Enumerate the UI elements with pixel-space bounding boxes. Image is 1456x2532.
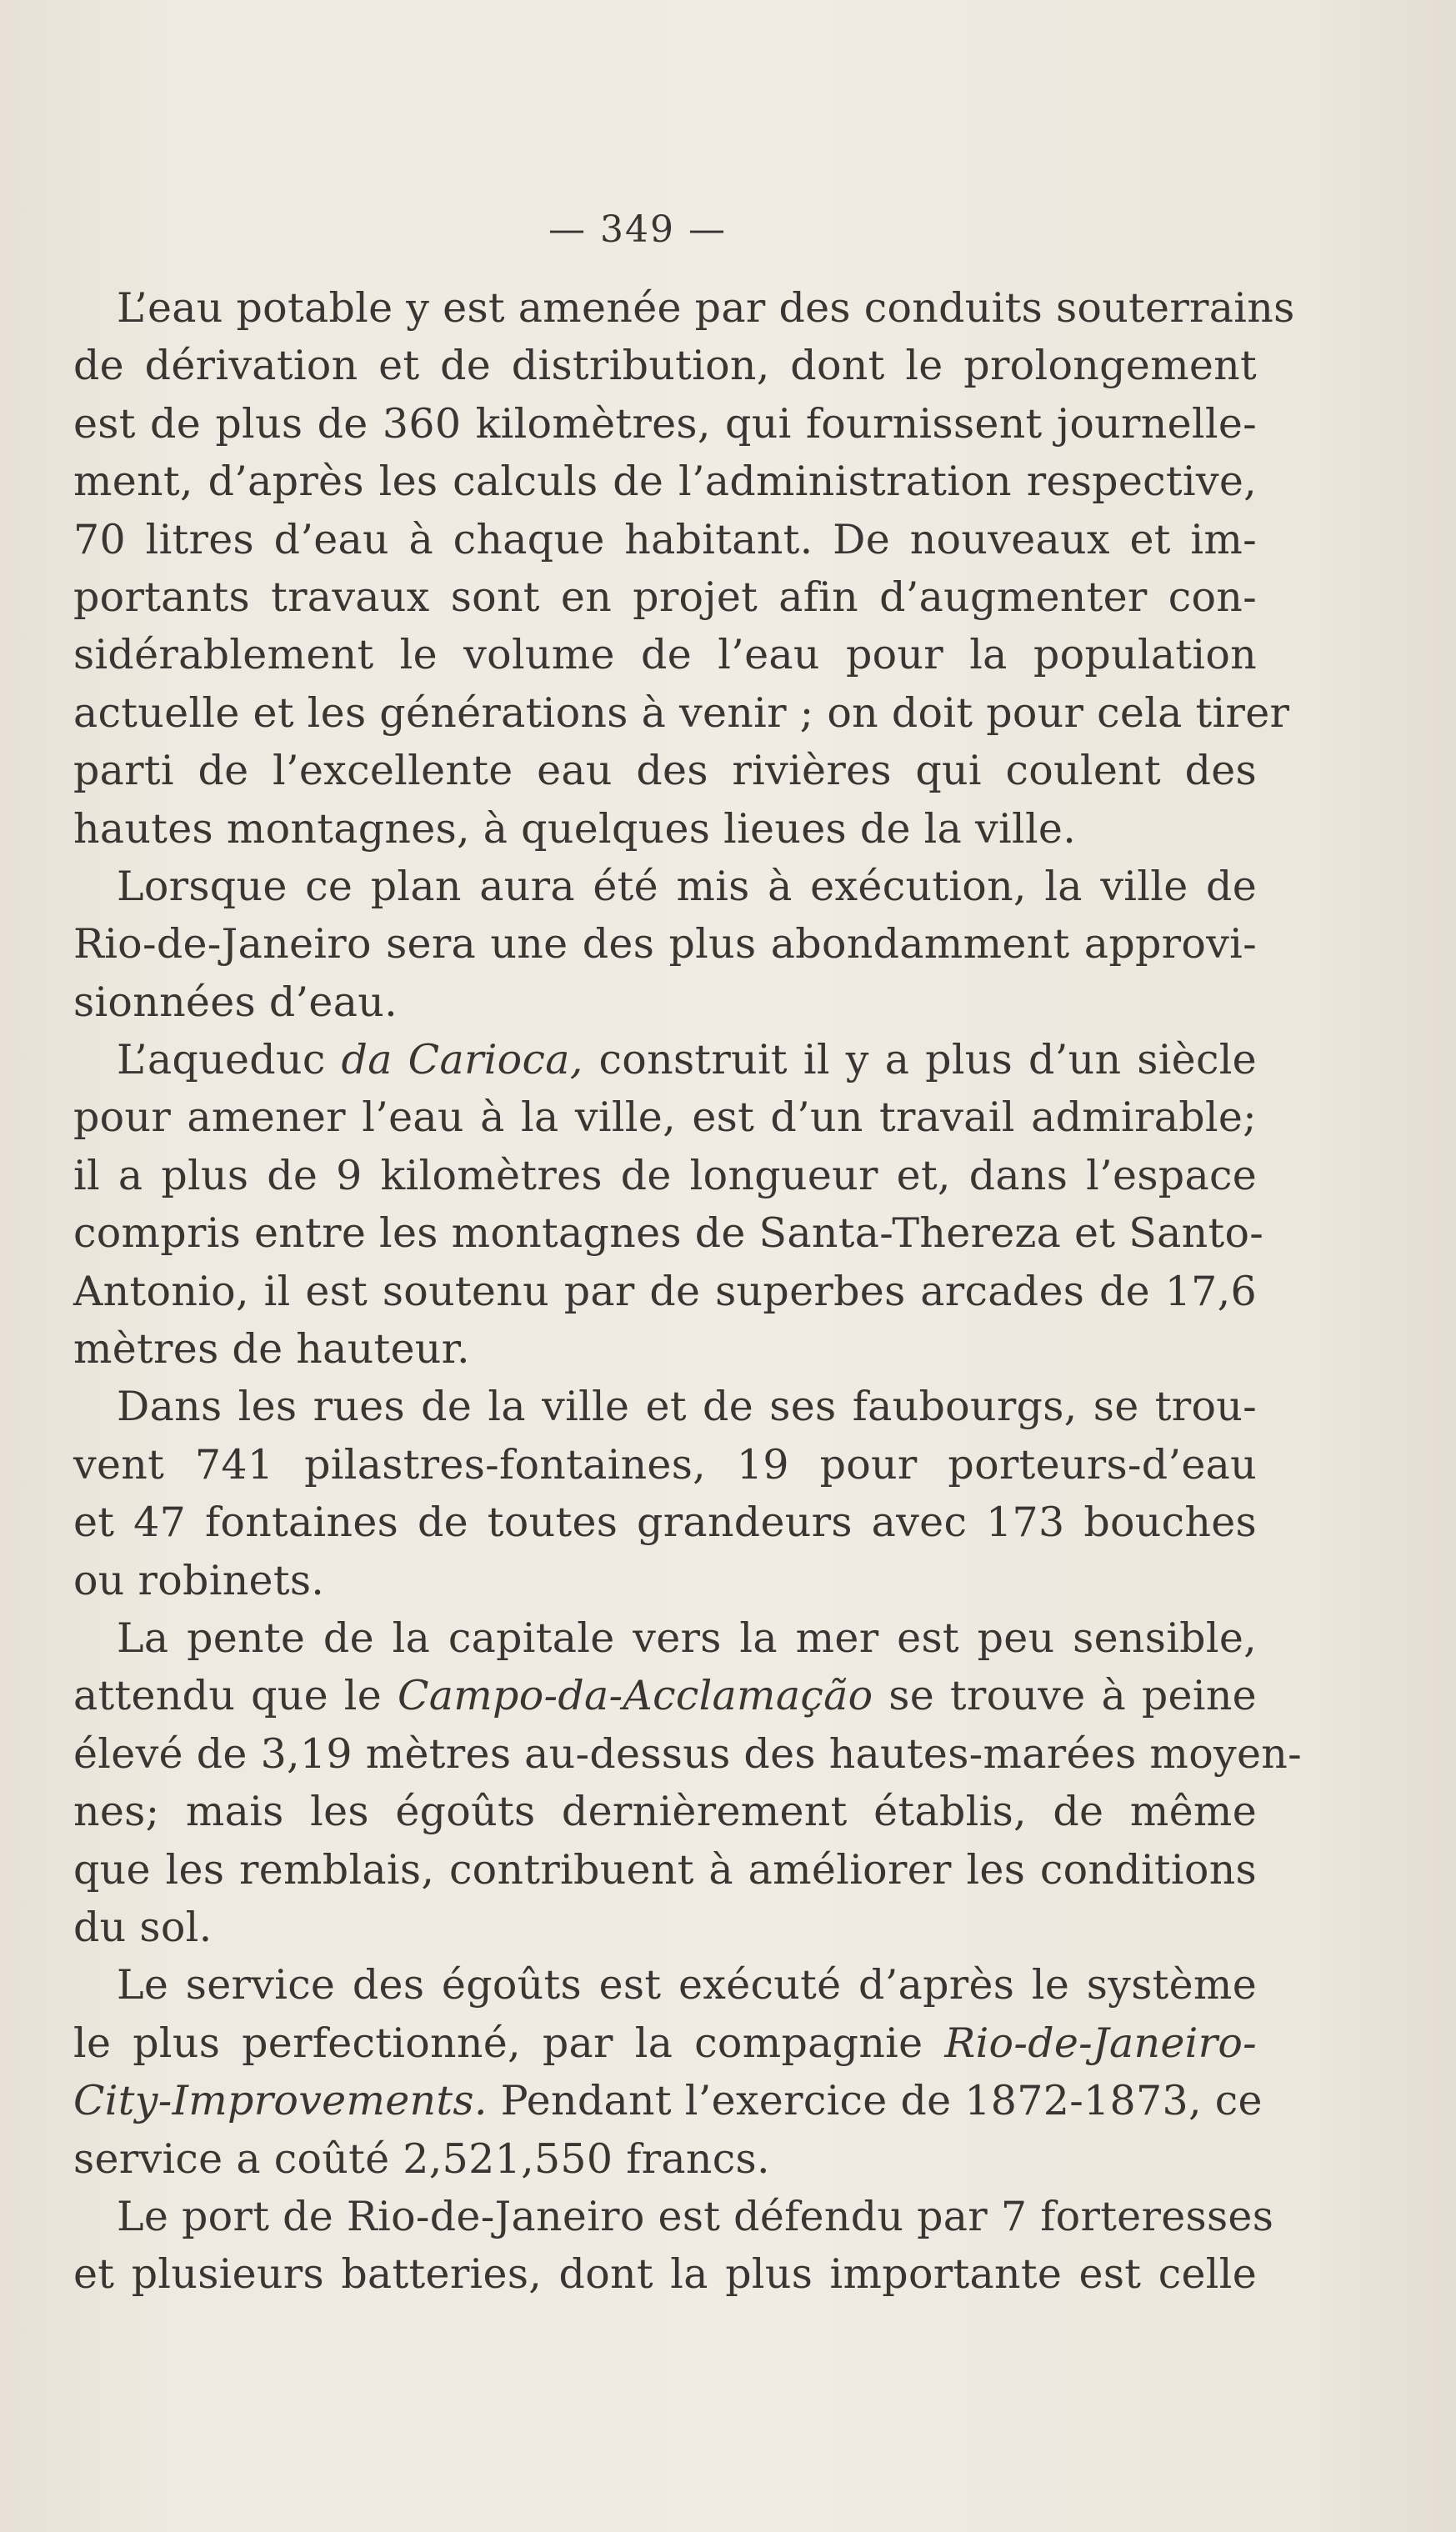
text-line: pour amener l’eau à la ville, est d’un travail admirable; [73, 1093, 1257, 1142]
text-line: Dans les rues de la ville et de ses faubourgs, se trou- [117, 1383, 1257, 1431]
paragraph-slope [73, 1609, 1302, 1956]
text-line: La pente de la capitale vers la mer est peu sensible, [117, 1614, 1257, 1662]
text-line: L’eau potable y est amenée par des conduits souterrains [117, 284, 1295, 332]
text-line: de dérivation et de distribution, dont le prolongement [73, 342, 1257, 390]
italic-place-name: Campo-da-Acclamação [397, 1672, 873, 1720]
page-number: — 349 — [548, 208, 727, 251]
text-line: portants travaux sont en projet afin d’augmenter con- [73, 573, 1257, 621]
text-line: Lorsque ce plan aura été mis à exécution, la ville de [117, 862, 1257, 910]
text-line: élevé de 3,19 mètres au-dessus des hautes-marées moyen- [73, 1729, 1302, 1778]
paragraph-sewers [73, 1956, 1263, 2188]
text-line: du sol. [73, 1903, 213, 1951]
text-line: que les remblais, contribuent à améliorer les conditions [73, 1845, 1257, 1894]
text-line: Antonio, il est soutenu par de superbes arcades de 17,6 [73, 1267, 1257, 1315]
text-line: compris entre les montagnes de Santa-Thereza et Santo- [73, 1209, 1264, 1258]
text-line [73, 2072, 1263, 2129]
text-segment: Pendant l’exercice de 1872-1873, ce [487, 2077, 1263, 2125]
text-line: est de plus de 360 kilomètres, qui fournissent journelle- [73, 399, 1257, 448]
text-line [73, 2014, 1257, 2072]
text-line: sionnées d’eau. [73, 978, 398, 1026]
text-line: et plusieurs batteries, dont la plus importante est celle [73, 2250, 1257, 2299]
text-segment: le plus perfectionné, par la compagnie [73, 2019, 945, 2067]
text-line: hautes montagnes, à quelques lieues de la ville. [73, 804, 1077, 853]
italic-company-name: City-Improvements. [73, 2077, 488, 2125]
paragraph-plan [73, 858, 1257, 1031]
text-line: ment, d’après les calculs de l’administration respective, [73, 458, 1257, 506]
body-text [73, 279, 1302, 2304]
text-line: et 47 fontaines de toutes grandeurs avec 173 bouches [73, 1499, 1257, 1547]
text-line: sidérablement le volume de l’eau pour la population [73, 631, 1257, 679]
italic-place-name: da Carioca, [341, 1036, 583, 1084]
text-line [73, 1031, 1257, 1088]
text-line: Rio-de-Janeiro sera une des plus abondamment approvi- [73, 920, 1257, 968]
text-line: vent 741 pilastres-fontaines, 19 pour porteurs-d’eau [73, 1440, 1257, 1489]
italic-company-name: Rio-de-Janeiro- [944, 2019, 1257, 2067]
text-segment: L’aqueduc [117, 1036, 342, 1084]
text-line: Le port de Rio-de-Janeiro est défendu par 7 forteresses [117, 2192, 1274, 2240]
text-segment: se trouve à peine [873, 1672, 1257, 1720]
paragraph-water-supply [73, 279, 1295, 858]
text-segment: attendu que le [73, 1672, 398, 1720]
text-line: Le service des égoûts est exécuté d’après le système [117, 1961, 1257, 2009]
text-line [73, 1667, 1257, 1724]
text-line: service a coûté 2,521,550 francs. [73, 2134, 770, 2183]
text-line: ou robinets. [73, 1556, 325, 1604]
text-line: il a plus de 9 kilomètres de longueur et, dans l’espace [73, 1151, 1257, 1199]
paragraph-port [73, 2188, 1274, 2304]
paragraph-aqueduct [73, 1031, 1264, 1378]
text-line: mètres de hauteur. [73, 1325, 470, 1374]
text-segment: construit il y a plus d’un siècle [583, 1036, 1257, 1084]
text-line: parti de l’excellente eau des rivières qui coulent des [73, 747, 1257, 795]
text-line: actuelle et les générations à venir ; on doit pour cela tirer [73, 688, 1290, 737]
paragraph-fountains [73, 1378, 1257, 1609]
text-line: 70 litres d’eau à chaque habitant. De nouveaux et im- [73, 515, 1257, 563]
text-line: nes; mais les égoûts dernièrement établis, de même [73, 1788, 1257, 1836]
